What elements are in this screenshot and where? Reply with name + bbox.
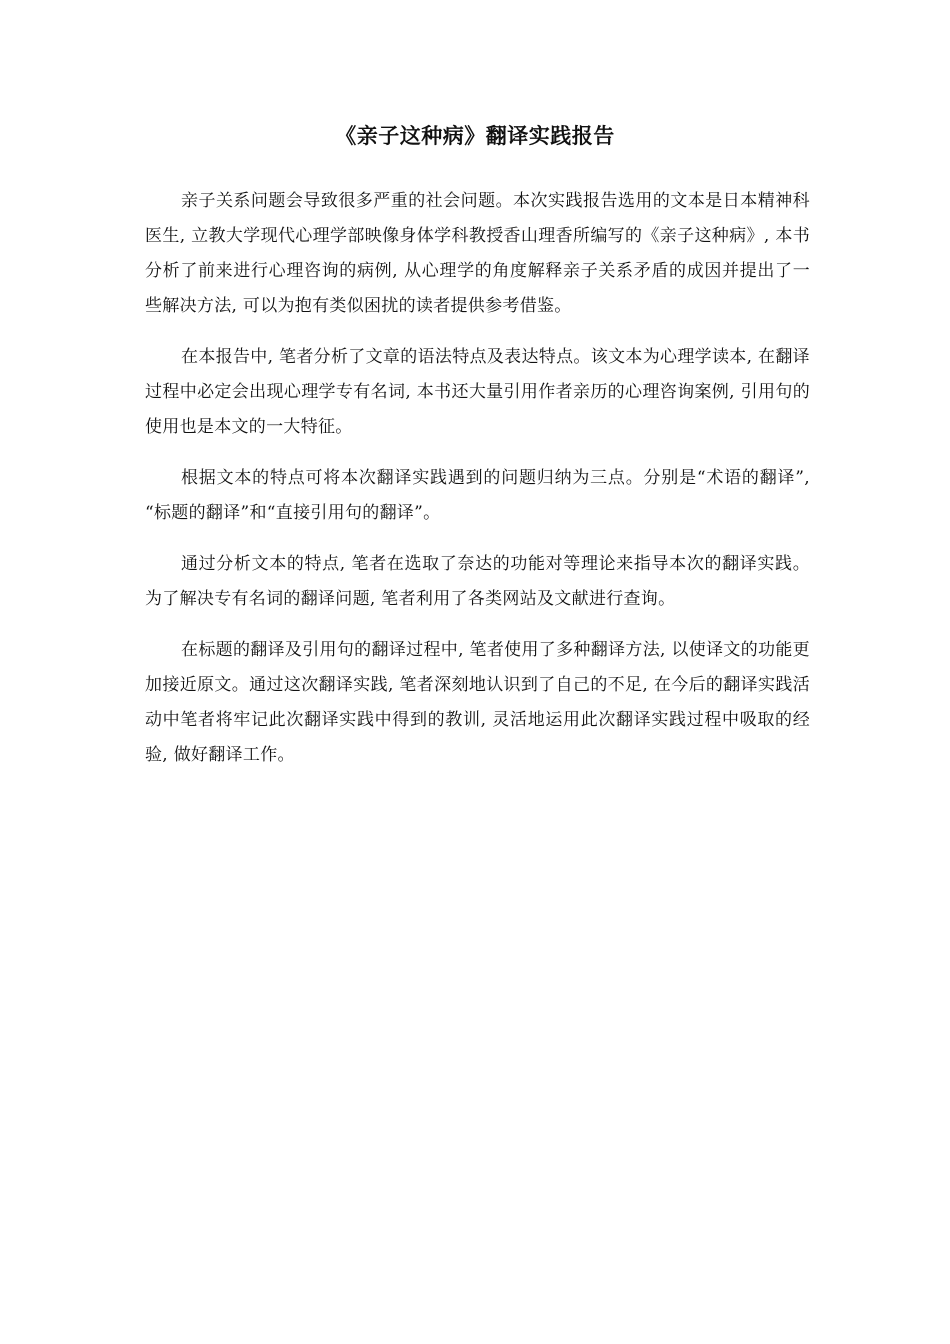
paragraph-5: 在标题的翻译及引用句的翻译过程中, 笔者使用了多种翻译方法, 以使译文的功能更加接近原文。通过这次翻译实践, 笔者深刻地认识到了自己的不足, 在今后的翻译实践活动中笔者将牢记此次翻译实践中得到的教训, 灵活地运用此次翻译实践过程中吸取的经验, 做好翻译工作。 <box>145 640 810 765</box>
paragraph-2: 在本报告中, 笔者分析了文章的语法特点及表达特点。该文本为心理学读本, 在翻译过程中必定会出现心理学专有名词, 本书还大量引用作者亲历的心理咨询案例, 引用句的使用也是本文的一大特征。 <box>145 347 810 437</box>
document-body <box>145 184 810 789</box>
paragraph-4: 通过分析文本的特点, 笔者在选取了奈达的功能对等理论来指导本次的翻译实践。为了解决专有名词的翻译问题, 笔者利用了各类网站及文献进行查询。 <box>145 554 810 609</box>
paragraph-3: 根据文本的特点可将本次翻译实践遇到的问题归纳为三点。分别是“术语的翻译”, “标题的翻译”和“直接引用句的翻译”。 <box>145 468 810 523</box>
page-title: 《亲子这种病》翻译实践报告 <box>335 123 615 148</box>
paragraph-1: 亲子关系问题会导致很多严重的社会问题。本次实践报告选用的文本是日本精神科医生, 立教大学现代心理学部映像身体学科教授香山理香所编写的《亲子这种病》, 本书分析了前来进行心理咨询的病例, 从心理学的角度解释亲子关系矛盾的成因并提出了一些解决方法, 可以为抱有类似困扰的读者提供参考借鉴。 <box>145 191 810 316</box>
